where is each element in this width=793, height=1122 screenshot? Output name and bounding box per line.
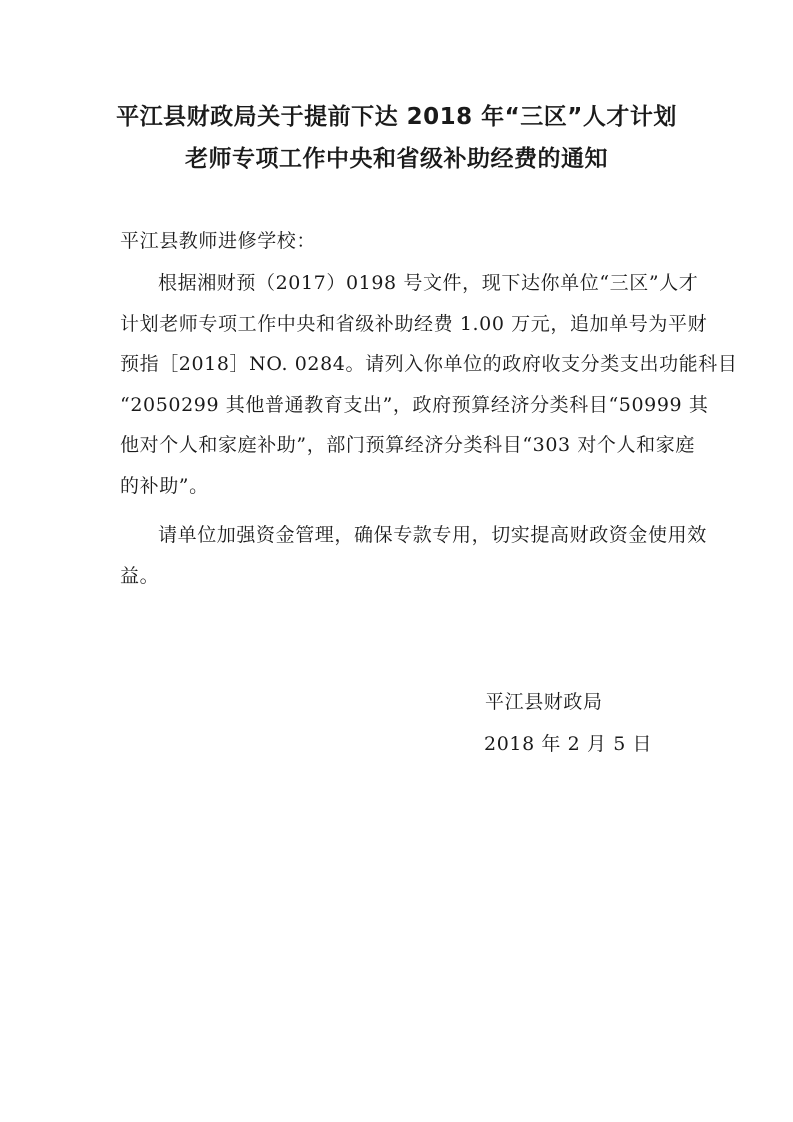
document-title-line-2: 老师专项工作中央和省级补助经费的通知 xyxy=(185,146,608,172)
paragraph-1-line: 他对个人和家庭补助”，部门预算经济分类科目“303 对个人和家庭 xyxy=(120,434,695,456)
paragraph-1-line: “2050299 其他普通教育支出”，政府预算经济分类科目“50999 其 xyxy=(120,393,709,416)
paragraph-1-line: 计划老师专项工作中央和省级补助经费 1.00 万元，追加单号为平财 xyxy=(120,312,708,335)
paragraph-2-line: 益。 xyxy=(120,564,160,587)
paragraph-2-line: 请单位加强资金管理，确保专款专用，切实提高财政资金使用效 xyxy=(158,524,707,546)
paragraph-2 xyxy=(120,521,707,602)
paragraph-1-line: 预指［2018］NO. 0284。请列入你单位的政府收支分类支出功能科目 xyxy=(120,353,738,375)
paragraph-1-line: 根据湘财预（2017）0198 号文件，现下达你单位“三区”人才 xyxy=(158,272,699,294)
document-title-line-1: 平江县财政局关于提前下达 2018 年“三区”人才计划 xyxy=(116,104,677,130)
signature-date: 2018 年 2 月 5 日 xyxy=(484,733,653,755)
paragraph-1 xyxy=(120,269,738,512)
signature-organization: 平江县财政局 xyxy=(485,691,603,713)
salutation: 平江县教师进修学校： xyxy=(120,230,317,252)
paragraph-1-line: 的补助”。 xyxy=(120,474,209,497)
